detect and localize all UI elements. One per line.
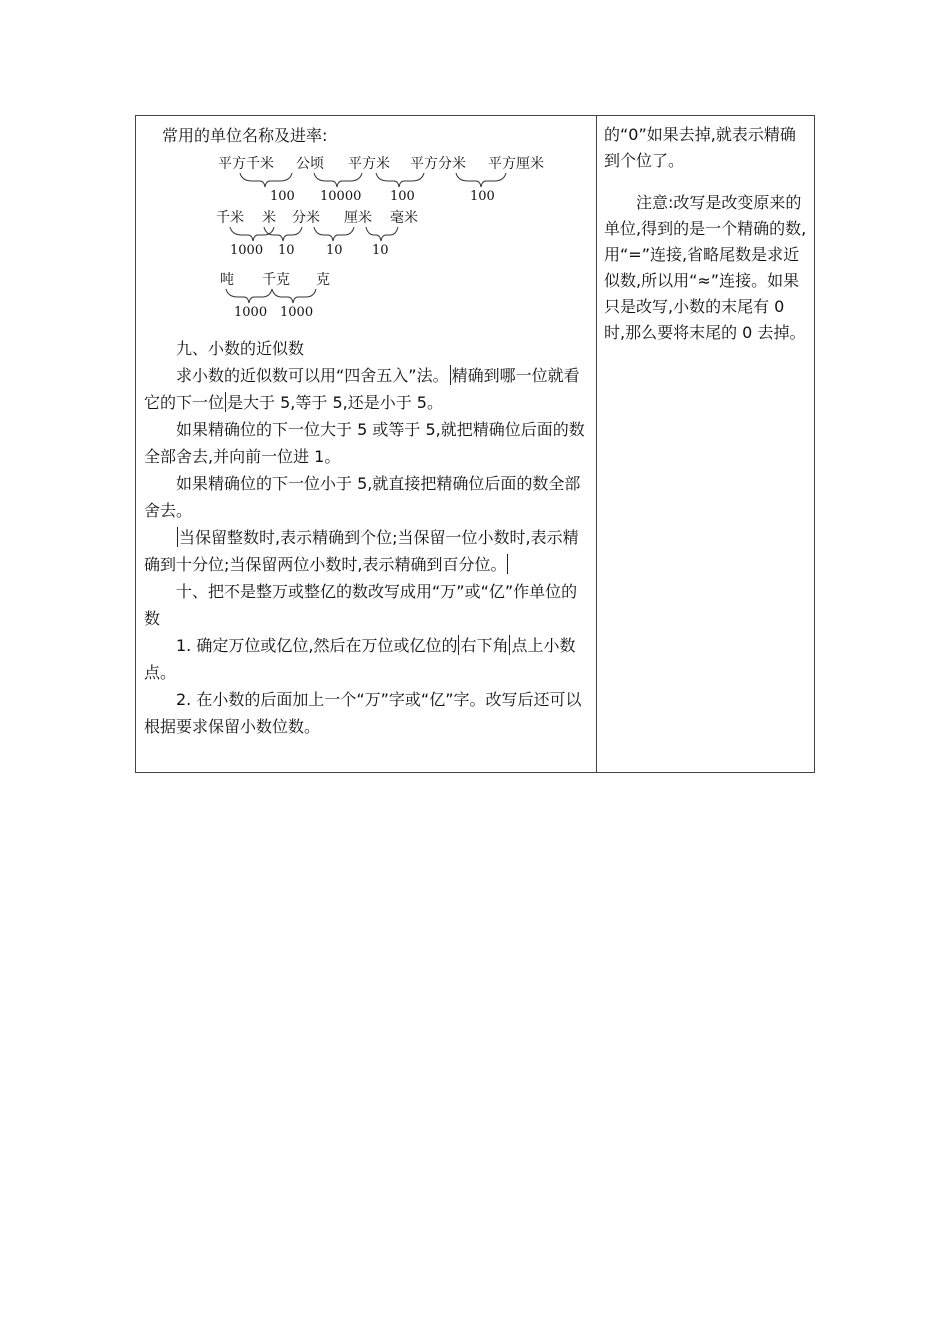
length-unit-4: 厘米 — [344, 210, 372, 226]
length-rate-2: 10 — [278, 243, 295, 258]
length-rate-1: 1000 — [230, 243, 264, 258]
area-unit-2: 公顷 — [296, 156, 324, 172]
area-unit-1: 平方千米 — [218, 156, 274, 172]
text-cursor — [225, 392, 226, 412]
text-cursor — [177, 527, 178, 547]
mass-unit-2: 千克 — [262, 272, 290, 288]
section-10-paragraph-2: 2. 在小数的后面加上一个“万”字或“亿”字。改写后还可以根据要求保留小数位数。 — [144, 690, 582, 736]
length-unit-1: 千米 — [216, 210, 244, 226]
left-column — [144, 122, 590, 740]
area-unit-3: 平方米 — [348, 156, 390, 172]
note-paragraph-2: 注意:改写是改变原来的单位,得到的是一个精确的数,用“=”连接,省略尾数是求近似数,所以用“≈”连接。如果只是改写,小数的末尾有 0 时,那么要将末尾的 0 去掉。 — [604, 193, 807, 342]
section-10-paragraph-1: 1. 确定万位或亿位,然后在万位或亿位的 右下角 点上小数点。 — [144, 636, 576, 682]
section-9-paragraph-2: 如果精确位的下一位大于 5 或等于 5,就把精确位后面的数全部舍去,并向前一位进 1。 — [144, 420, 585, 466]
length-unit-5: 毫米 — [390, 210, 418, 226]
area-rate-2: 10000 — [320, 189, 362, 204]
length-unit-2: 米 — [262, 210, 276, 226]
brace-lines — [144, 149, 584, 335]
section-9-title: 九、小数的近似数 — [176, 339, 305, 358]
mass-rate-2: 1000 — [280, 305, 314, 320]
section-10-title: 十、把不是整万或整亿的数改写成用“万”或“亿”作单位的数 — [144, 582, 578, 628]
column-divider — [596, 116, 597, 772]
length-rate-3: 10 — [326, 243, 343, 258]
area-rate-3: 100 — [390, 189, 415, 204]
length-unit-3: 分米 — [292, 210, 320, 226]
units-title: 常用的单位名称及进率: — [162, 126, 328, 145]
section-9-paragraph-4: 当保留整数时,表示精确到个位;当保留一位小数时,表示精确到十分位;当保留两位小数时,表示精确到百分位。 — [144, 528, 579, 574]
section-9-paragraph-3: 如果精确位的下一位小于 5,就直接把精确位后面的数全部舍去。 — [144, 474, 581, 520]
unit-conversion-diagram — [144, 149, 590, 335]
mass-rate-1: 1000 — [234, 305, 268, 320]
note-paragraph-1: 的“0”如果去掉,就表示精确到个位了。 — [604, 125, 796, 170]
area-unit-5: 平方厘米 — [488, 156, 544, 172]
right-column — [604, 122, 810, 346]
content-table — [135, 115, 815, 773]
area-rate-4: 100 — [470, 189, 495, 204]
area-unit-4: 平方分米 — [410, 156, 466, 172]
text-cursor — [507, 554, 508, 574]
mass-unit-3: 克 — [316, 272, 330, 288]
text-cursor — [450, 365, 451, 385]
section-9-paragraph-1: 求小数的近似数可以用“四舍五入”法。 精确到哪一位就看它的下一位 是大于 5,等于 5,还是小于 5。 — [144, 366, 580, 412]
area-rate-1: 100 — [270, 189, 295, 204]
mass-unit-1: 吨 — [220, 272, 234, 288]
length-rate-4: 10 — [372, 243, 389, 258]
